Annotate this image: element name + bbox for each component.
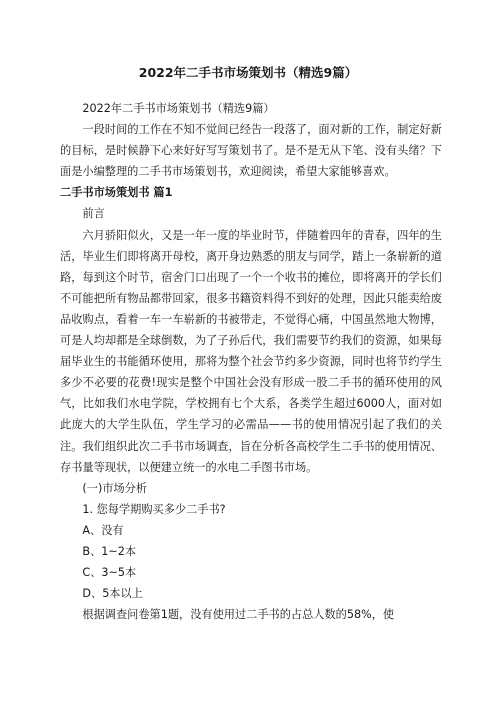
preface-paragraph: 六月骄阳似火，又是一年一度的毕业时节，伴随着四年的青春，四年的生活，毕业生们即将离开母校，离开身边熟悉的朋友与同学，踏上一条崭新的道路，每到这个时节，宿舍门口出现了一个一个收书的摊位，即将离开的学长们不可能把所有物品都带回家，很多书籍资料得不到好的处理，因此只能卖给废品收购点，看着一车一车崭新的书被带走，不觉得心痛，中国虽然地大物博，可是人均却都是全球倒数，为了子孙后代，我们需要节约我们的资源，如果每届毕业生的书能循环使用，那将为整个社会节约多少资源，同时也将节约学生多少不必要的花费!现实是整个中国社会没有形成一股二手书的循环使用的风气，比如我们水电学院，学校拥有七个大系，各类学生超过6000人，面对如此庞大的大学生队伍，学生学习的必需品——书的使用情况引起了我们的关注。我们组织此次二手书市场调查，旨在分析各高校学生二手书的使用情况、存书量等现状，以便建立统一的水电二手图书市场。: [60, 228, 442, 474]
section-heading: 二手书市场策划书 篇1: [60, 186, 173, 200]
option-c: C、3~5本: [82, 566, 137, 580]
market-analysis-heading: (一)市场分析: [82, 481, 148, 495]
intro-paragraph: 一段时间的工作在不知不觉间已经告一段落了，面对新的工作，制定好新的目标，是时候静下心来好好写写策划书了。是不是无从下笔、没有头绪？下面是小编整理的二手书市场策划书，欢迎阅读，希望大家能够喜欢。: [60, 123, 442, 179]
document-body: [60, 98, 442, 625]
option-d: D、5本以上: [82, 587, 143, 601]
option-a: A、没有: [82, 523, 124, 537]
document-title: 2022年二手书市场策划书（精选9篇）: [138, 65, 358, 80]
survey-result-paragraph: 根据调查问卷第1题，没有使用过二手书的占总人数的58%，使: [82, 608, 395, 622]
question-1: 1. 您每学期购买多少二手书?: [82, 502, 226, 516]
preface-heading: 前言: [82, 207, 105, 221]
subtitle-paragraph: 2022年二手书市场策划书（精选9篇）: [82, 102, 275, 115]
option-b: B、1~2本: [82, 544, 137, 558]
